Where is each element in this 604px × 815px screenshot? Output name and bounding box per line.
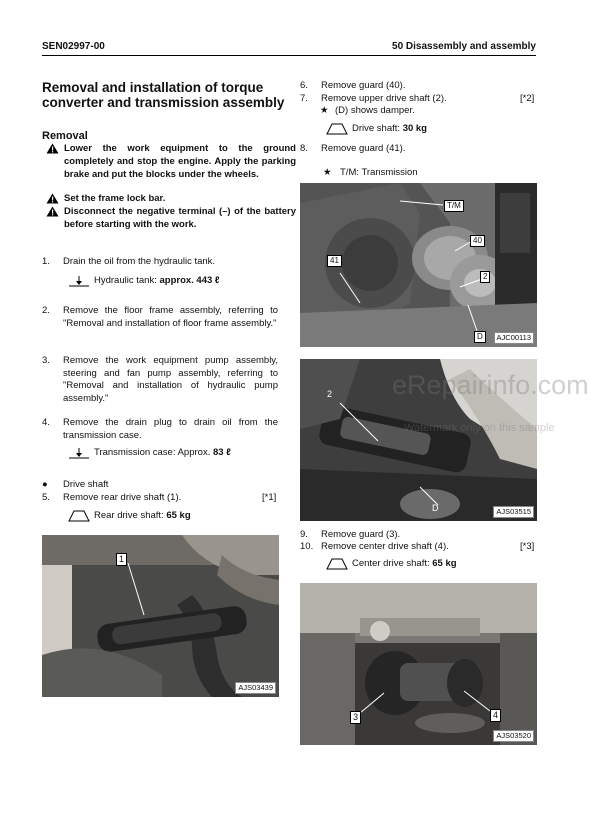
header-rule: [42, 55, 536, 56]
spec-text: Rear drive shaft: 65 kg: [94, 510, 191, 521]
warning-icon: [46, 206, 59, 221]
star-icon: ★: [323, 167, 332, 178]
callout-4: 4: [490, 709, 501, 722]
spec-drive-shaft: [326, 123, 427, 139]
step-text: Remove the work equipment pump assembly, steering and fan pump assembly, referring to "Removal and installation of hydraulic pump assembly.": [63, 355, 278, 404]
note-text: (D) shows damper.: [335, 105, 415, 116]
doc-number: SEN02997-00: [42, 41, 105, 52]
step-text: Drive shaft: [63, 479, 109, 490]
figure-center-drive-shaft: [300, 583, 537, 745]
note-text: T/M: Transmission: [340, 167, 418, 178]
callout-2: 2: [480, 271, 490, 283]
callout-tm: T/M: [444, 200, 464, 212]
step-number: 1.: [42, 256, 50, 267]
figure-code: AJS03520: [493, 730, 534, 742]
spec-transmission-case: [68, 447, 231, 463]
callout-3: 3: [350, 711, 361, 724]
subheading-removal: Removal: [42, 130, 88, 142]
figure-upper-drive-shaft: [300, 359, 537, 521]
spec-center-drive-shaft: [326, 558, 457, 574]
spec-text: Drive shaft: 30 kg: [352, 123, 427, 134]
step-text: Drain the oil from the hydraulic tank.: [63, 256, 216, 267]
bullet-icon: ●: [42, 479, 48, 490]
step-text: Remove guard (41).: [321, 143, 406, 154]
step-text: Remove the drain plug to drain oil from the transmission case.: [63, 417, 278, 441]
callout-2: 2: [327, 389, 333, 399]
step-text: Remove the floor frame assembly, referring to "Removal and installation of floor frame assembly.": [63, 305, 278, 329]
weight-icon: [68, 514, 90, 525]
ref-marker-1: [*1]: [262, 492, 277, 503]
step-number: 3.: [42, 355, 50, 366]
warning-text: Set the frame lock bar.: [64, 193, 166, 204]
warning-text: Disconnect the negative terminal (–) of the battery before starting with the work.: [64, 206, 296, 230]
page-title: Removal and installation of torque converter and transmission assembly: [42, 80, 285, 110]
step-text: Remove guard (40).: [321, 80, 406, 91]
spec-rear-drive-shaft: [68, 510, 191, 526]
spec-text: Center drive shaft: 65 kg: [352, 558, 457, 569]
step-number: 2.: [42, 305, 50, 316]
warning-2: [46, 192, 296, 205]
step-number: 4.: [42, 417, 50, 428]
warning-1: [46, 142, 296, 181]
figure-rear-drive-shaft: [42, 535, 279, 697]
figure-code: AJS03515: [493, 506, 534, 518]
warning-icon: [46, 143, 59, 158]
watermark-note: Watermark only on this sample: [404, 422, 555, 434]
oil-level-icon: [68, 451, 90, 462]
spec-text: Transmission case: Approx. 83 ℓ: [94, 447, 231, 458]
warning-text: Lower the work equipment to the ground completely and stop the engine. Apply the parking brake and put the blocks under the wheels.: [64, 143, 296, 180]
star-icon: ★: [320, 105, 329, 116]
figure-code: AJS03439: [235, 682, 276, 694]
spec-text: Hydraulic tank: approx. 443 ℓ: [94, 275, 220, 286]
step-text: Remove center drive shaft (4).: [321, 541, 449, 552]
step-number: 5.: [42, 492, 50, 503]
step-text: Remove guard (3).: [321, 529, 401, 540]
step-text: Remove rear drive shaft (1).: [63, 492, 182, 503]
weight-icon: [326, 562, 348, 573]
step-number: 7.: [300, 93, 308, 104]
step-number: 6.: [300, 80, 308, 91]
callout-1: 1: [116, 553, 127, 566]
watermark-brand: eRepairinfo.com: [392, 370, 589, 400]
callout-40: 40: [470, 235, 485, 247]
section-title: 50 Disassembly and assembly: [392, 41, 536, 52]
step-number: 8.: [300, 143, 308, 154]
step-number: 9.: [300, 529, 308, 540]
warning-3: [46, 205, 296, 231]
weight-icon: [326, 127, 348, 138]
callout-d: D: [474, 331, 486, 343]
callout-41: 41: [327, 255, 342, 267]
figure-guard-40: [300, 183, 537, 347]
step-text: Remove upper drive shaft (2).: [321, 93, 447, 104]
callout-d: D: [432, 503, 439, 513]
step-number: 10.: [300, 541, 314, 552]
ref-marker-2: [*2]: [520, 93, 535, 104]
oil-level-icon: [68, 279, 90, 290]
figure-code: AJC00113: [494, 332, 534, 344]
spec-hydraulic-tank: [68, 275, 220, 291]
ref-marker-3: [*3]: [520, 541, 535, 552]
